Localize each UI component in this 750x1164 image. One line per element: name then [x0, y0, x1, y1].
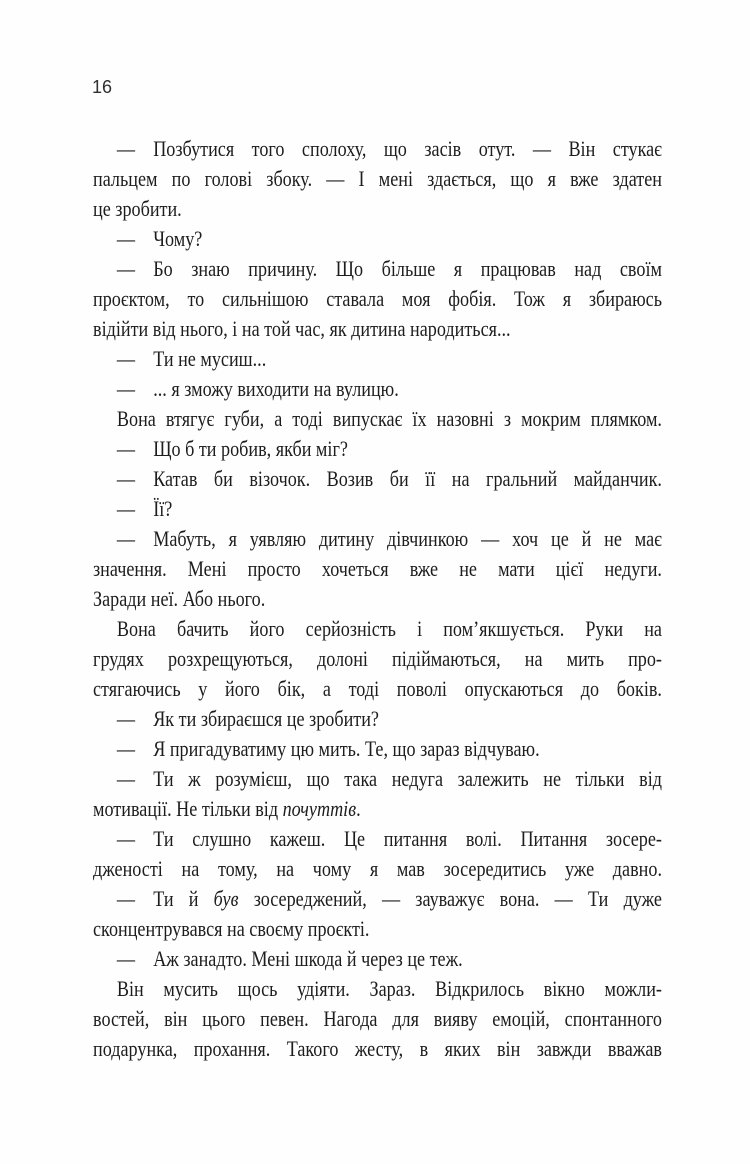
text-segment: — Що б ти робив, якби міг? — [116, 436, 348, 461]
text-line — [93, 344, 662, 374]
text-segment: дженості на тому, на чому я мав зосередитись уже давно. — [93, 856, 662, 881]
text-line — [93, 404, 662, 434]
text-segment: подарунка, прохання. Такого жесту, в яких він завжди вважав — [93, 1036, 662, 1061]
text-line — [93, 734, 662, 764]
text-segment: Вона бачить його серйозність і пом’якшується. Руки на — [116, 616, 662, 641]
text-line — [93, 824, 662, 854]
text-segment: . — [356, 796, 361, 821]
text-segment: відійти від нього, і на той час, як дитина народиться... — [93, 316, 511, 341]
text-line — [93, 584, 662, 614]
text-segment: — Катав би візочок. Возив би її на гральний майданчик. — [116, 466, 662, 491]
text-line — [93, 884, 662, 914]
text-segment: мотивації. Не тільки від — [93, 796, 283, 821]
text-line — [93, 794, 662, 824]
italic-text: почуттів — [282, 796, 357, 821]
text-line — [93, 764, 662, 794]
text-segment: — Аж занадто. Мені шкода й через це теж. — [116, 946, 463, 971]
text-line — [93, 164, 662, 194]
text-line — [93, 224, 662, 254]
text-line — [93, 554, 662, 584]
paragraph — [93, 824, 662, 884]
text-line — [93, 674, 662, 704]
text-line — [93, 974, 662, 1004]
paragraph — [93, 344, 662, 374]
text-segment: — Ти слушно кажеш. Це питання волі. Питання зосере- — [116, 826, 662, 851]
text-segment: це зробити. — [93, 196, 182, 221]
text-line — [93, 614, 662, 644]
paragraph — [93, 134, 662, 224]
paragraph — [93, 494, 662, 524]
paragraph — [93, 734, 662, 764]
paragraph — [93, 374, 662, 404]
text-line — [93, 914, 662, 944]
text-segment: зосереджений, — зауважує вона. — Ти дуже — [238, 886, 662, 911]
paragraph — [93, 464, 662, 494]
page-number: 16 — [92, 77, 113, 97]
text-segment: Він мусить щось удіяти. Зараз. Відкрилось вікно можли- — [116, 976, 662, 1001]
paragraph — [93, 884, 662, 944]
italic-text: був — [213, 886, 239, 911]
text-line — [93, 524, 662, 554]
text-segment: стягаючись у його бік, а тоді поволі опускаються до боків. — [93, 676, 662, 701]
text-segment: — Мабуть, я уявляю дитину дівчинкою — хоч це й не має — [116, 526, 662, 551]
paragraph — [93, 404, 662, 434]
paragraph — [93, 974, 662, 1064]
text-segment: проєктом, то сильнішою ставала моя фобія. Тож я збираюсь — [93, 286, 662, 311]
text-segment: — Ти не мусиш... — [116, 346, 267, 371]
text-segment: значення. Мені просто хочеться вже не мати цієї недуги. — [93, 556, 662, 581]
text-line — [93, 434, 662, 464]
page-text — [93, 134, 662, 1064]
text-segment: сконцентрувався на своєму проєкті. — [93, 916, 370, 941]
text-line — [93, 944, 662, 974]
text-line — [93, 644, 662, 674]
paragraph — [93, 524, 662, 614]
text-line — [93, 134, 662, 164]
text-line — [93, 494, 662, 524]
text-segment: востей, він цього певен. Нагода для вияву емоцій, спонтанного — [93, 1006, 662, 1031]
text-line — [93, 314, 662, 344]
paragraph — [93, 224, 662, 254]
text-line — [93, 284, 662, 314]
text-line — [93, 854, 662, 884]
paragraph — [93, 614, 662, 704]
text-segment: — Бо знаю причину. Що більше я працював над своїм — [116, 256, 662, 281]
text-line — [93, 374, 662, 404]
text-line — [93, 1004, 662, 1034]
text-segment: — Ти й — [116, 886, 214, 911]
text-segment: — Я пригадуватиму цю мить. Те, що зараз відчуваю. — [116, 736, 540, 761]
text-segment: — Позбутися того сполоху, що засів отут. — Він стукає — [116, 136, 662, 161]
text-line — [93, 464, 662, 494]
text-line — [93, 194, 662, 224]
text-segment: грудях розхрещуються, долоні підіймаються, на мить про- — [93, 646, 662, 671]
text-segment: — ... я зможу виходити на вулицю. — [116, 376, 399, 401]
paragraph — [93, 434, 662, 464]
text-line — [93, 1034, 662, 1064]
text-line — [93, 704, 662, 734]
text-segment: Вона втягує губи, а тоді випускає їх назовні з мокрим плямком. — [116, 406, 662, 431]
paragraph — [93, 764, 662, 824]
text-segment: пальцем по голові збоку. — І мені здається, що я вже здатен — [93, 166, 662, 191]
paragraph — [93, 704, 662, 734]
paragraph — [93, 944, 662, 974]
text-line — [93, 254, 662, 284]
text-segment: — Чому? — [116, 226, 203, 251]
text-segment: — Як ти збираєшся це зробити? — [116, 706, 379, 731]
text-segment: — Її? — [116, 496, 173, 521]
paragraph — [93, 254, 662, 344]
text-segment: Заради неї. Або нього. — [93, 586, 266, 611]
text-segment: — Ти ж розумієш, що така недуга залежить не тільки від — [116, 766, 662, 791]
